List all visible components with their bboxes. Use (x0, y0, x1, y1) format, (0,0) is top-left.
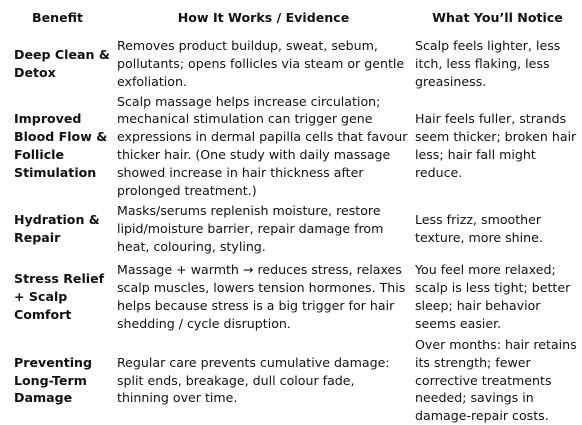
table-row (0, 336, 582, 425)
benefit-cell: Hydration & Repair (14, 212, 100, 245)
what-youll-notice-cell: Over months: hair retains its strength; fewer corrective treatments needed; savings in damage-repair costs. (415, 337, 577, 424)
how-it-works-cell: Massage + warmth → reduces stress, relaxes scalp muscles, lowers tension hormones. This helps because stress is a big trigger for hair shedding / cycle disruption. (117, 262, 406, 331)
how-it-works-cell: Scalp massage helps increase circulation; mechanical stimulation can trigger gene expressions in dermal papilla cells that favour thicker hair. (One study with daily massage showed increase in hair thickness after prolonged treatment.) (117, 93, 408, 198)
what-youll-notice-cell: You feel more relaxed; scalp is less tight; better sleep; hair behavior seems easier. (415, 262, 571, 331)
column-header-how-it-works: How It Works / Evidence (177, 10, 350, 26)
benefit-cell: Preventing Long-Term Damage (14, 354, 93, 406)
how-it-works-cell: Masks/serums replenish moisture, restore lipid/moisture barrier, repair damage from heat, colouring, styling. (117, 203, 384, 254)
benefit-cell: Stress Relief + Scalp Comfort (14, 271, 105, 322)
how-it-works-cell: Removes product buildup, sweat, sebum, pollutants; opens follicles via steam or gentle exfoliation. (117, 38, 405, 89)
table-row (0, 36, 582, 92)
table-header-row (0, 0, 582, 36)
benefit-cell: Improved Blood Flow & Follicle Stimulation (14, 111, 108, 180)
column-header-benefit: Benefit (31, 10, 83, 26)
how-it-works-cell: Regular care prevents cumulative damage: split ends, breakage, dull colour fade, thinning over time. (117, 354, 390, 406)
table-row (0, 200, 582, 258)
benefit-cell: Deep Clean & Detox (14, 47, 110, 80)
what-youll-notice-cell: Scalp feels lighter, less itch, less flaking, less greasiness. (415, 38, 561, 89)
column-header-what-youll-notice: What You’ll Notice (432, 10, 563, 26)
what-youll-notice-cell: Less frizz, smoother texture, more shine. (415, 212, 543, 245)
table-row (0, 258, 582, 336)
table-row (0, 92, 582, 200)
what-youll-notice-cell: Hair feels fuller, strands seem thicker; broken hair less; hair fall might reduce. (415, 111, 577, 180)
